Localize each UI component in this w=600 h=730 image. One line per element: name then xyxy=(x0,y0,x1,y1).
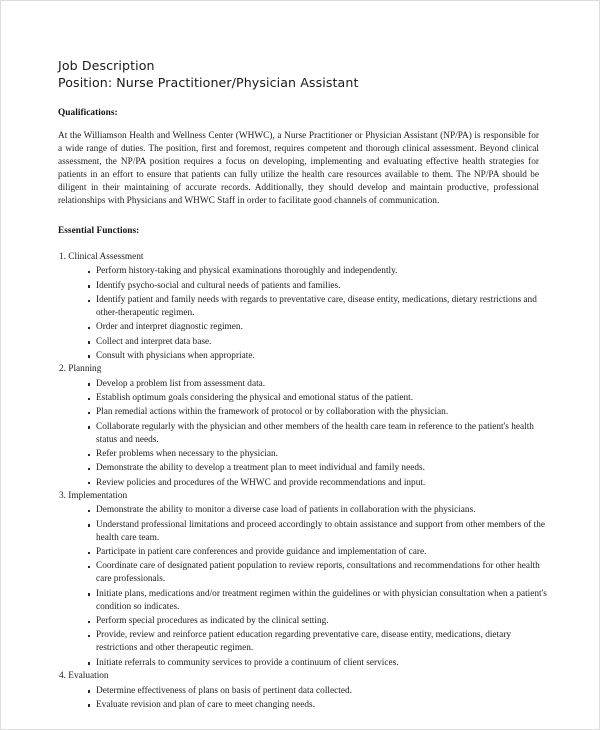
function-bullet-item: Identify patient and family needs with regards to preventative care, disease entity, medications, dietary restrictions and other-therapeutic regimen. xyxy=(58,294,548,320)
document-position-line: Position: Nurse Practitioner/Physician Assistant xyxy=(58,74,359,90)
function-bullet-item: Participate in patient care conferences and provide guidance and implementation of care. xyxy=(58,546,548,559)
function-group xyxy=(58,363,537,490)
function-bullet-item: Refer problems when necessary to the physician. xyxy=(58,448,548,461)
document-header xyxy=(58,58,537,91)
function-bullet-list xyxy=(58,685,537,712)
function-bullet-item: Demonstrate the ability to develop a treatment plan to meet individual and family needs. xyxy=(58,462,548,475)
function-bullet-item: Evaluate revision and plan of care to meet changing needs. xyxy=(58,699,548,712)
function-bullet-item: Consult with physicians when appropriate. xyxy=(58,350,548,363)
qualifications-heading: Qualifications: xyxy=(58,108,118,118)
function-bullet-item: Initiate plans, medications and/or treatment regimen within the guidelines or with physician consultation when a patient's condition so indicates. xyxy=(58,588,548,614)
function-bullet-item: Perform special procedures as indicated by the clinical setting. xyxy=(58,615,548,628)
function-bullet-item: Collaborate regularly with the physician and other members of the health care team in reference to the patient's health status and needs. xyxy=(58,421,548,447)
function-bullet-item: Develop a problem list from assessment data. xyxy=(58,378,548,391)
essential-functions-heading: Essential Functions: xyxy=(58,225,140,236)
function-bullet-item: Establish optimum goals considering the physical and emotional status of the patient. xyxy=(58,392,548,405)
qualifications-paragraph: At the Williamson Health and Wellness Center (WHWC), a Nurse Practitioner or Physician Assistant (NP/PA) is responsible for a wide range of duties. The position, first and foremost, requires competent and thorough clinical assessment. Beyond clinical assessment, the NP/PA position requires a focus on developing, implementing and evaluating effective health strategies for patients in an effort to ensure that patients can fully utilize the health care resources available to them. The NP/PA should be diligent in their maintaining of accurate records. Additionally, they should develop and maintain productive, professional relationships with Physicians and WHWC Staff in order to facilitate good channels of communication. xyxy=(58,131,539,207)
function-bullet-item: Determine effectiveness of plans on basis of pertinent data collected. xyxy=(58,685,548,698)
function-bullet-item: Demonstrate the ability to monitor a diverse case load of patients in collaboration with the physicians. xyxy=(58,504,548,517)
function-group xyxy=(58,490,547,670)
function-group xyxy=(58,670,537,712)
function-bullet-item: Review policies and procedures of the WHWC and provide recommendations and input. xyxy=(58,477,548,490)
function-bullet-item: Understand professional limitations and proceed accordingly to obtain assistance and support from other members of the health care team. xyxy=(58,519,548,545)
function-bullet-item: Provide, review and reinforce patient education regarding preventative care, disease entity, medications, dietary restrictions and other therapeutic regimen. xyxy=(58,629,548,655)
function-group-title: 3. Implementation xyxy=(59,490,128,501)
function-bullet-list xyxy=(58,378,537,490)
function-bullet-item: Order and interpret diagnostic regimen. xyxy=(58,321,548,334)
essential-functions-list xyxy=(58,251,547,712)
function-bullet-item: Collect and interpret data base. xyxy=(58,336,548,349)
function-group-title: 1. Clinical Assessment xyxy=(59,251,144,262)
function-group xyxy=(58,251,537,363)
function-bullet-item: Coordinate care of designated patient population to review reports, consultations and recommendations for other health care professionals. xyxy=(58,560,548,586)
function-bullet-item: Plan remedial actions within the framework of protocol or by collaboration with the physician. xyxy=(58,406,548,419)
function-bullet-list xyxy=(58,504,547,669)
function-bullet-item: Perform history-taking and physical examinations thoroughly and independently. xyxy=(58,265,548,278)
function-bullet-list xyxy=(58,265,537,363)
function-group-title: 4. Evaluation xyxy=(59,670,109,681)
function-bullet-item: Identify psycho-social and cultural needs of patients and families. xyxy=(58,280,548,293)
function-group-title: 2. Planning xyxy=(59,363,102,374)
document-title: Job Description xyxy=(58,58,155,73)
function-bullet-item: Initiate referrals to community services to provide a continuum of client services. xyxy=(58,657,548,670)
